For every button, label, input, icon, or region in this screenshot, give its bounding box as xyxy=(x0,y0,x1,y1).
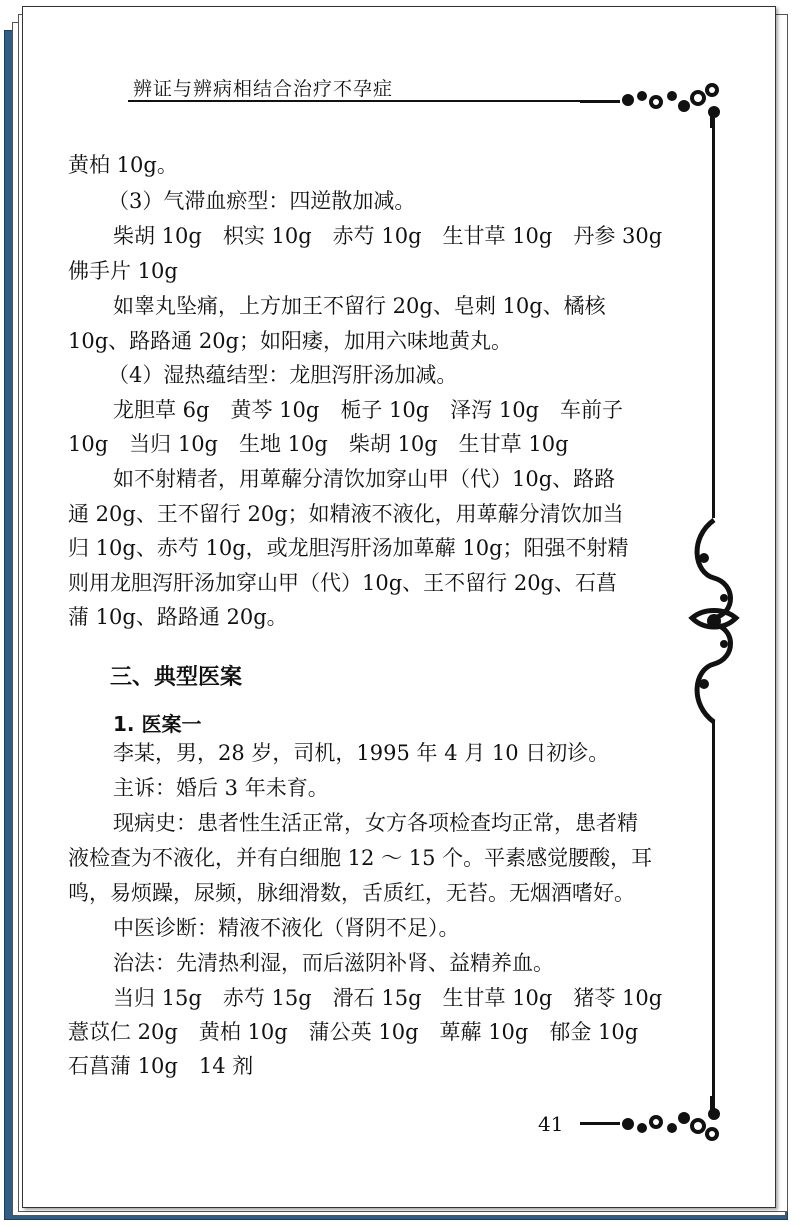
text-line: 黄柏 10g。 xyxy=(68,153,178,177)
case-text-line: 李某，男，28 岁，司机，1995 年 4 月 10 日初诊。 xyxy=(113,741,610,765)
case-text-line: 当归 15g 赤芍 15g 滑石 15g 生甘草 10g 猪苓 10g xyxy=(113,986,663,1010)
text-line: 如不射精者，用萆薢分清饮加穿山甲（代）10g、路路 xyxy=(113,467,616,491)
text-line: 则用龙胆泻肝汤加穿山甲（代）10g、王不留行 20g、石菖 xyxy=(68,571,618,595)
case-text-line: 治法：先清热利湿，而后滋阴补肾、益精养血。 xyxy=(113,951,554,975)
text-line: 佛手片 10g xyxy=(68,259,178,283)
case-text-line: 现病史：患者性生活正常，女方各项检查均正常，患者精 xyxy=(113,811,638,835)
text-line: 10g、路路通 20g；如阳痿，加用六味地黄丸。 xyxy=(68,329,513,353)
case-heading: 1. 医案一 xyxy=(113,712,202,736)
text-line: （3）气滞血瘀型：四逆散加减。 xyxy=(108,189,416,213)
case-text-line: 主诉：婚后 3 年未育。 xyxy=(113,776,329,800)
text-line: 如睾丸坠痛，上方加王不留行 20g、皂刺 10g、橘核 xyxy=(113,294,606,318)
case-text-line: 鸣，易烦躁，尿频，脉细滑数，舌质红，无苔。无烟酒嗜好。 xyxy=(68,881,635,905)
case-text-line: 液检查为不液化，并有白细胞 12 ～ 15 个。平素感觉腰酸，耳 xyxy=(68,846,653,870)
case-text-line: 薏苡仁 20g 黄柏 10g 蒲公英 10g 萆薢 10g 郁金 10g xyxy=(68,1020,639,1044)
header-rule xyxy=(128,100,580,102)
frame-line-lower xyxy=(712,720,715,1115)
side-ornament-icon xyxy=(684,518,744,724)
frame-line-upper xyxy=(712,118,715,518)
text-line: 归 10g、赤芍 10g，或龙胆泻肝汤加萆薢 10g；阳强不射精 xyxy=(68,536,629,560)
text-line: （4）湿热蕴结型：龙胆泻肝汤加减。 xyxy=(108,363,458,387)
text-line: 柴胡 10g 枳实 10g 赤芍 10g 生甘草 10g 丹参 30g xyxy=(113,224,663,248)
page-number: 41 xyxy=(538,1112,564,1136)
case-text-line: 石菖蒲 10g 14 剂 xyxy=(68,1054,254,1078)
section-heading: 三、典型医案 xyxy=(110,665,243,690)
text-line: 蒲 10g、路路通 20g。 xyxy=(68,605,288,629)
case-text-line: 中医诊断：精液不液化（肾阴不足）。 xyxy=(113,916,460,940)
bottom-corner-ornament-icon xyxy=(576,1096,726,1146)
text-line: 10g 当归 10g 生地 10g 柴胡 10g 生甘草 10g xyxy=(68,432,569,456)
top-corner-ornament-icon xyxy=(576,78,726,128)
running-header: 辨证与辨病相结合治疗不孕症 xyxy=(133,78,394,100)
text-line: 通 20g、王不留行 20g；如精液不液化，用萆薢分清饮加当 xyxy=(68,502,624,526)
text-line: 龙胆草 6g 黄芩 10g 栀子 10g 泽泻 10g 车前子 xyxy=(113,398,623,422)
